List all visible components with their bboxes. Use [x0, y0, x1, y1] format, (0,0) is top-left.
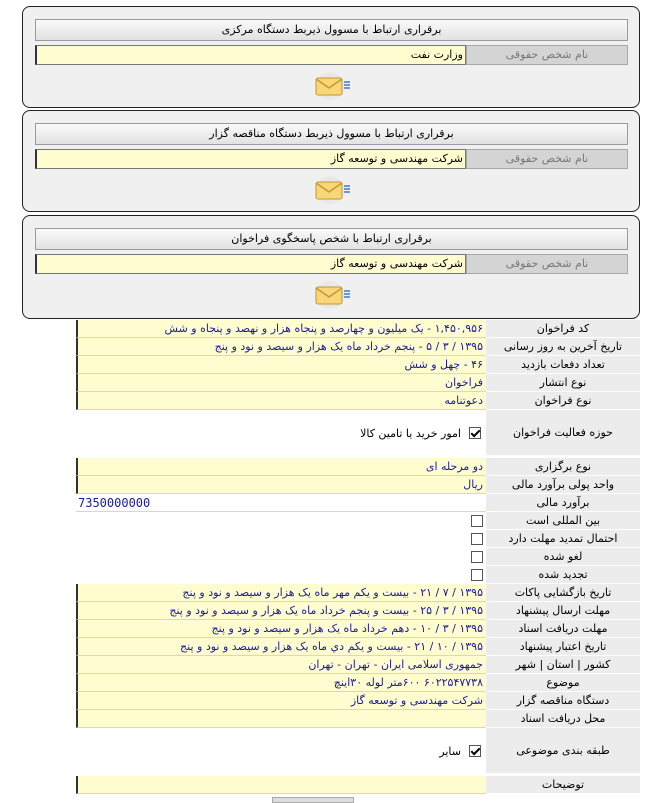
renewed-label: تجدید شده	[486, 566, 640, 584]
legal-person-label: نام شخص حقوقی	[466, 254, 628, 274]
description-value	[76, 776, 486, 794]
validity-date-label: تاریخ اعتبار پیشنهاد	[486, 638, 640, 656]
row-international	[76, 512, 640, 530]
opening-date-value: ۱۳۹۵ / ۷ / ۲۱ - بیست و یکم مهر ماه یک هزار و سیصد و نود و پنج	[76, 584, 486, 602]
contact-responder-button[interactable]: برقراری ارتباط با شخص پاسخگوی فراخوان	[35, 228, 628, 250]
tender-org-value: شرکت مهندسی و توسعه گاز	[76, 692, 486, 710]
activity-scope-options	[76, 410, 486, 456]
visit-count-label: تعداد دفعات بازدید	[486, 356, 640, 374]
row-last-update	[76, 338, 640, 356]
contact-panel-responder	[22, 215, 640, 319]
currency-label: واحد پولی برآورد مالی	[486, 476, 640, 494]
row-activity-scope	[76, 410, 640, 456]
doc-deadline-value: ۱۳۹۵ / ۳ / ۱۰ - دهم خرداد ماه یک هزار و سیصد و نود و پنج	[76, 620, 486, 638]
activity-scope-option-label: امور خرید یا تامین کالا	[360, 426, 461, 440]
call-type-value: دعوتنامه	[76, 392, 486, 410]
call-code-value: ۱,۴۵۰,۹۵۶ - یک میلیون و چهارصد و پنجاه هزار و نهصد و پنجاه و شش	[76, 320, 486, 338]
location-label: کشور | استان | شهر	[486, 656, 640, 674]
estimate-value: 7350000000	[76, 494, 486, 512]
row-submit-deadline	[76, 602, 640, 620]
row-validity-date	[76, 638, 640, 656]
contact-panel-tender	[22, 110, 640, 212]
row-call-code	[76, 320, 640, 338]
row-extension	[76, 530, 640, 548]
contact-panel-central	[22, 6, 640, 108]
description-label: توضیحات	[486, 776, 640, 794]
row-opening-date	[76, 584, 640, 602]
last-update-value: ۱۳۹۵ / ۳ / ۵ - پنجم خرداد ماه یک هزار و سیصد و نود و پنج	[76, 338, 486, 356]
row-currency	[76, 476, 640, 494]
publish-type-label: نوع انتشار	[486, 374, 640, 392]
renewed-value	[76, 566, 486, 584]
contact-tender-button[interactable]: برقراری ارتباط با مسوول ذیربط دستگاه مناقصه گزار	[35, 123, 628, 145]
category-label: طبقه بندی موضوعی	[486, 728, 640, 774]
estimate-label: برآورد مالی	[486, 494, 640, 512]
row-category	[76, 728, 640, 774]
call-code-label: کد فراخوان	[486, 320, 640, 338]
call-type-label: نوع فراخوان	[486, 392, 640, 410]
activity-scope-option[interactable]	[360, 427, 481, 440]
row-visit-count	[76, 356, 640, 374]
international-checkbox[interactable]	[471, 515, 483, 527]
row-holding-type	[76, 458, 640, 476]
doc-place-label: محل دریافت اسناد	[486, 710, 640, 728]
activity-scope-checkbox[interactable]	[469, 427, 481, 439]
extension-checkbox[interactable]	[471, 533, 483, 545]
last-update-label: تاریخ آخرین به روز رسانی	[486, 338, 640, 356]
location-value: جمهوری اسلامی ایران - تهران - تهران	[76, 656, 486, 674]
opening-date-label: تاریخ بازگشایی پاکات	[486, 584, 640, 602]
publish-type-value: فراخوان	[76, 374, 486, 392]
subject-value: ۶۰۲۲۵۴۷۷۳۸ ۶۰۰متر لوله ۳۰اینچ	[76, 674, 486, 692]
legal-person-value: شرکت مهندسی و توسعه گاز	[35, 149, 466, 169]
doc-deadline-label: مهلت دریافت اسناد	[486, 620, 640, 638]
category-option[interactable]	[439, 745, 481, 758]
currency-value: ریال	[76, 476, 486, 494]
submit-deadline-value: ۱۳۹۵ / ۳ / ۲۵ - بیست و پنجم خرداد ماه یک هزار و سیصد و نود و پنج	[76, 602, 486, 620]
international-label: بین المللی است	[486, 512, 640, 530]
extension-label: احتمال تمدید مهلت دارد	[486, 530, 640, 548]
row-estimate	[76, 494, 640, 512]
contact-central-button[interactable]: برقراری ارتباط با مسوول ذیربط دستگاه مرکزی	[35, 19, 628, 41]
row-doc-deadline	[76, 620, 640, 638]
envelope-mail-icon[interactable]	[310, 71, 352, 101]
row-renewed	[76, 566, 640, 584]
row-description	[76, 776, 640, 794]
row-location	[76, 656, 640, 674]
tender-org-label: دستگاه مناقصه گزار	[486, 692, 640, 710]
envelope-mail-icon[interactable]	[310, 175, 352, 205]
validity-date-value: ۱۳۹۵ / ۱۰ / ۲۱ - بیست و یکم دي ماه یک هزار و سیصد و نود و پنج	[76, 638, 486, 656]
visit-count-value: ۴۶ - چهل و شش	[76, 356, 486, 374]
holding-type-label: نوع برگزاری	[486, 458, 640, 476]
bottom-button[interactable]	[272, 797, 354, 803]
row-publish-type	[76, 374, 640, 392]
holding-type-value: دو مرحله ای	[76, 458, 486, 476]
cancelled-checkbox[interactable]	[471, 551, 483, 563]
international-value	[76, 512, 486, 530]
row-subject	[76, 674, 640, 692]
legal-person-label: نام شخص حقوقی	[466, 45, 628, 65]
category-option-label: سایر	[439, 744, 461, 758]
category-checkbox[interactable]	[469, 745, 481, 757]
cancelled-value	[76, 548, 486, 566]
submit-deadline-label: مهلت ارسال پیشنهاد	[486, 602, 640, 620]
category-options	[76, 728, 486, 774]
row-call-type	[76, 392, 640, 410]
activity-scope-label: حوزه فعالیت فراخوان	[486, 410, 640, 456]
extension-value	[76, 530, 486, 548]
renewed-checkbox[interactable]	[471, 569, 483, 581]
cancelled-label: لغو شده	[486, 548, 640, 566]
row-tender-org	[76, 692, 640, 710]
envelope-mail-icon[interactable]	[310, 280, 352, 310]
legal-person-value: وزارت نفت	[35, 45, 466, 65]
row-cancelled	[76, 548, 640, 566]
subject-label: موضوع	[486, 674, 640, 692]
doc-place-value	[76, 710, 486, 728]
row-doc-place	[76, 710, 640, 728]
legal-person-value: شرکت مهندسی و توسعه گاز	[35, 254, 466, 274]
legal-person-label: نام شخص حقوقی	[466, 149, 628, 169]
